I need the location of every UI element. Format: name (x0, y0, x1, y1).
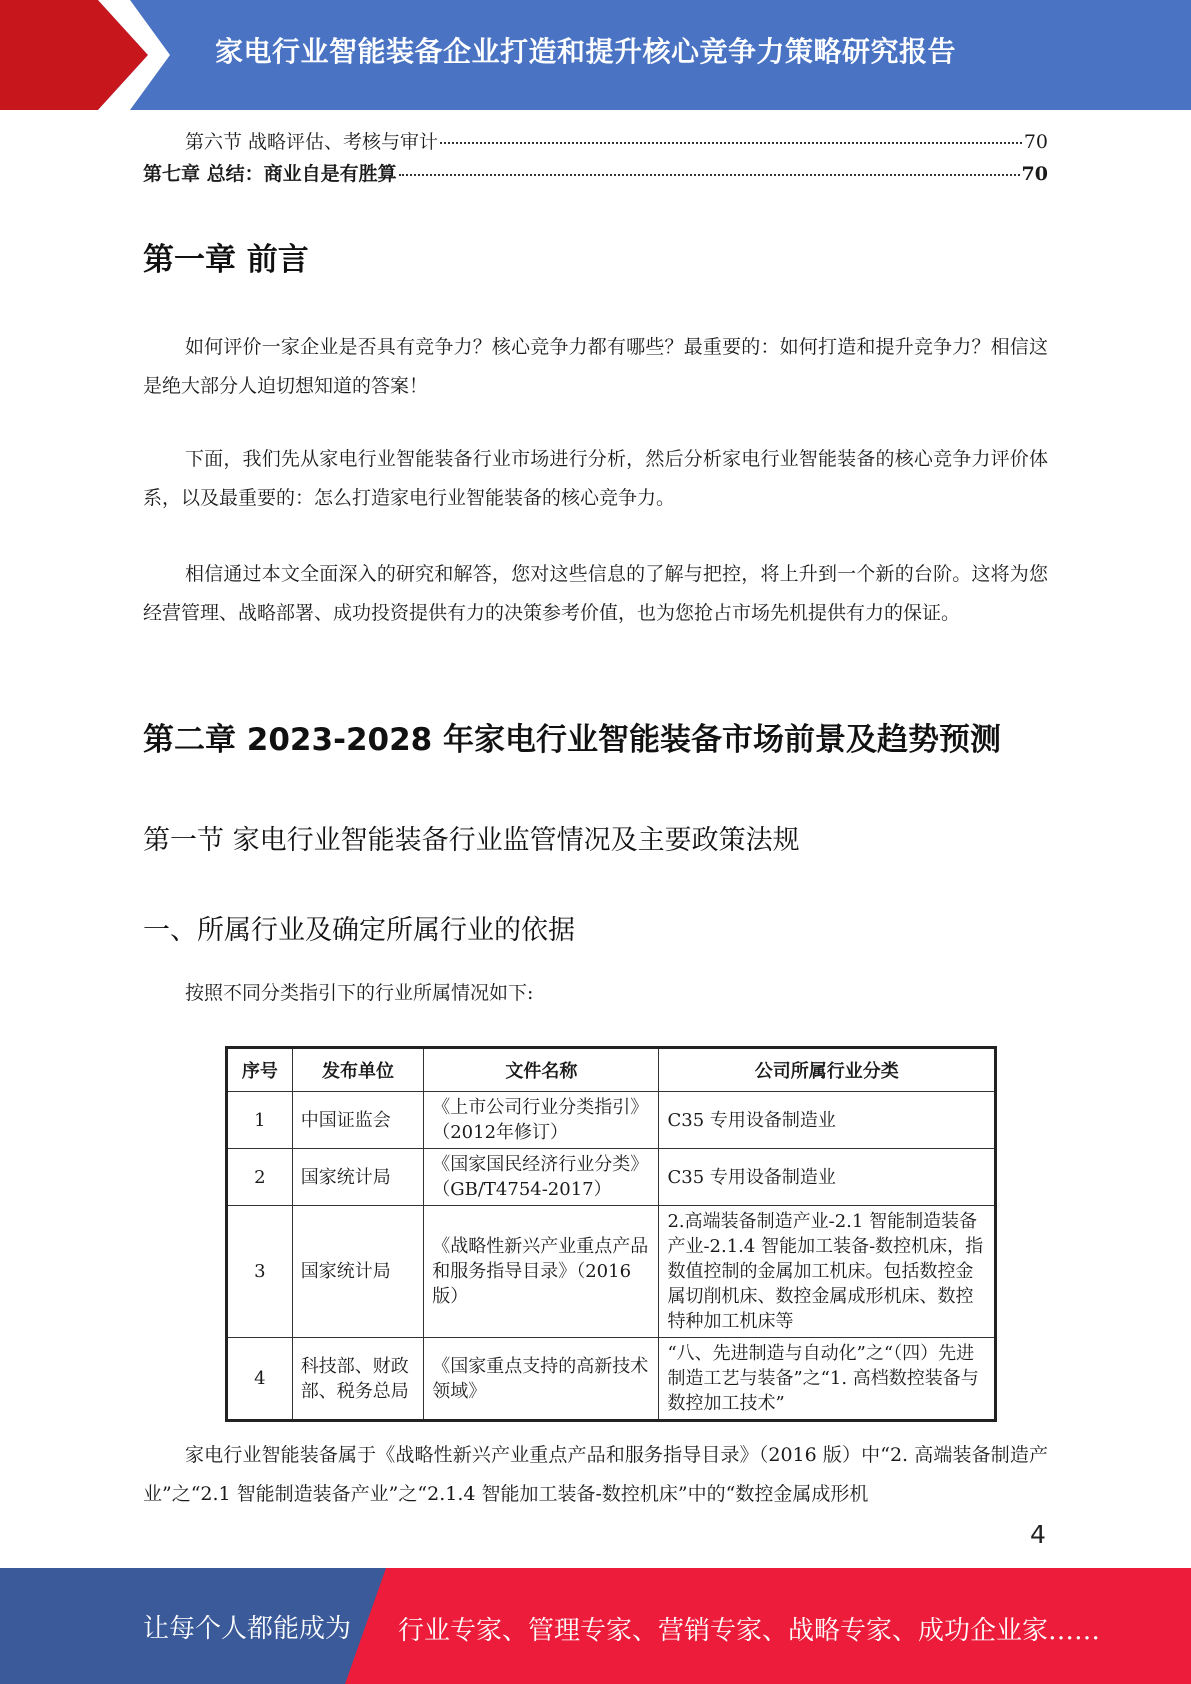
toc-entry-title: 第六节 战略评估、考核与审计 (185, 131, 439, 153)
paragraph: 下面，我们先从家电行业智能装备行业市场进行分析，然后分析家电行业智能装备的核心竞争力评价体系，以及最重要的：怎么打造家电行业智能装备的核心竞争力。 (143, 448, 1048, 509)
cell-publisher: 国家统计局 (292, 1149, 423, 1206)
table-row (227, 1149, 996, 1206)
table-of-contents (143, 127, 1048, 191)
table-header-row (227, 1048, 996, 1092)
cell-document: 《上市公司行业分类指引》（2012年修订） (424, 1092, 659, 1149)
cell-classification: 2.高端装备制造产业-2.1 智能制造装备产业-2.1.4 智能加工装备-数控机床，指数值控制的金属加工机床。包括数控金属切削机床、数控金属成形机床、数控特种加工机床等 (659, 1206, 996, 1338)
chapter-2-heading: 第二章 2023-2028 年家电行业智能装备市场前景及趋势预测 (143, 722, 1002, 758)
cell-document: 《国家重点支持的高新技术领域》 (424, 1338, 659, 1421)
table-row (227, 1092, 996, 1149)
toc-entry-page: 70 (1021, 163, 1048, 185)
cell-classification: C35 专用设备制造业 (659, 1092, 996, 1149)
col-header-publisher: 发布单位 (292, 1048, 423, 1092)
toc-entry-page: 70 (1023, 131, 1048, 153)
paragraph: 相信通过本文全面深入的研究和解答，您对这些信息的了解与把控，将上升到一个新的台阶。这将为您经营管理、战略部署、成功投资提供有力的决策参考价值，也为您抢占市场先机提供有力的保证。 (143, 563, 1048, 624)
cell-index: 2 (227, 1149, 293, 1206)
section-heading: 第一节 家电行业智能装备行业监管情况及主要政策法规 (143, 825, 800, 856)
cell-classification: C35 专用设备制造业 (659, 1149, 996, 1206)
paragraph: 家电行业智能装备属于《战略性新兴产业重点产品和服务指导目录》（2016 版）中“2. 高端装备制造产业”之“2.1 智能制造装备产业”之“2.1.4 智能加工装备-数控机床”中的“数控金属成形机 (143, 1444, 1048, 1505)
report-title: 家电行业智能装备企业打造和提升核心竞争力策略研究报告 (215, 35, 957, 68)
cell-classification: “八、先进制造与自动化”之“（四）先进制造工艺与装备”之“1. 高档数控装备与数控加工技术” (659, 1338, 996, 1421)
footer-banner (0, 1568, 1191, 1684)
cell-index: 4 (227, 1338, 293, 1421)
header-banner (0, 0, 1191, 110)
col-header-classification: 公司所属行业分类 (659, 1048, 996, 1092)
page-number: 4 (1030, 1520, 1046, 1549)
col-header-index: 序号 (227, 1048, 293, 1092)
table-row (227, 1338, 996, 1421)
toc-entry[interactable] (143, 127, 1048, 159)
toc-leader-dots (440, 142, 1022, 144)
chapter-1-heading: 第一章 前言 (143, 242, 309, 278)
toc-leader-dots (399, 174, 1020, 176)
paragraph: 按照不同分类指引下的行业所属情况如下: (185, 982, 534, 1004)
toc-entry[interactable] (143, 159, 1048, 191)
footer-slogan-left: 让每个人都能成为 (143, 1614, 352, 1644)
subsection-heading: 一、所属行业及确定所属行业的依据 (143, 915, 575, 946)
cell-index: 3 (227, 1206, 293, 1338)
cell-index: 1 (227, 1092, 293, 1149)
cell-document: 《战略性新兴产业重点产品和服务指导目录》（2016版） (424, 1206, 659, 1338)
industry-classification-table (225, 1046, 997, 1422)
cell-document: 《国家国民经济行业分类》（GB/T4754-2017） (424, 1149, 659, 1206)
cell-publisher: 科技部、财政部、税务总局 (292, 1338, 423, 1421)
cell-publisher: 中国证监会 (292, 1092, 423, 1149)
col-header-document: 文件名称 (424, 1048, 659, 1092)
cell-publisher: 国家统计局 (292, 1206, 423, 1338)
paragraph: 如何评价一家企业是否具有竞争力？核心竞争力都有哪些？最重要的：如何打造和提升竞争力？相信这是绝大部分人迫切想知道的答案！ (143, 336, 1048, 397)
toc-entry-title: 第七章 总结：商业自是有胜算 (143, 163, 397, 185)
footer-slogan-right: 行业专家、管理专家、营销专家、战略专家、成功企业家…… (398, 1616, 1101, 1646)
table-row (227, 1206, 996, 1338)
